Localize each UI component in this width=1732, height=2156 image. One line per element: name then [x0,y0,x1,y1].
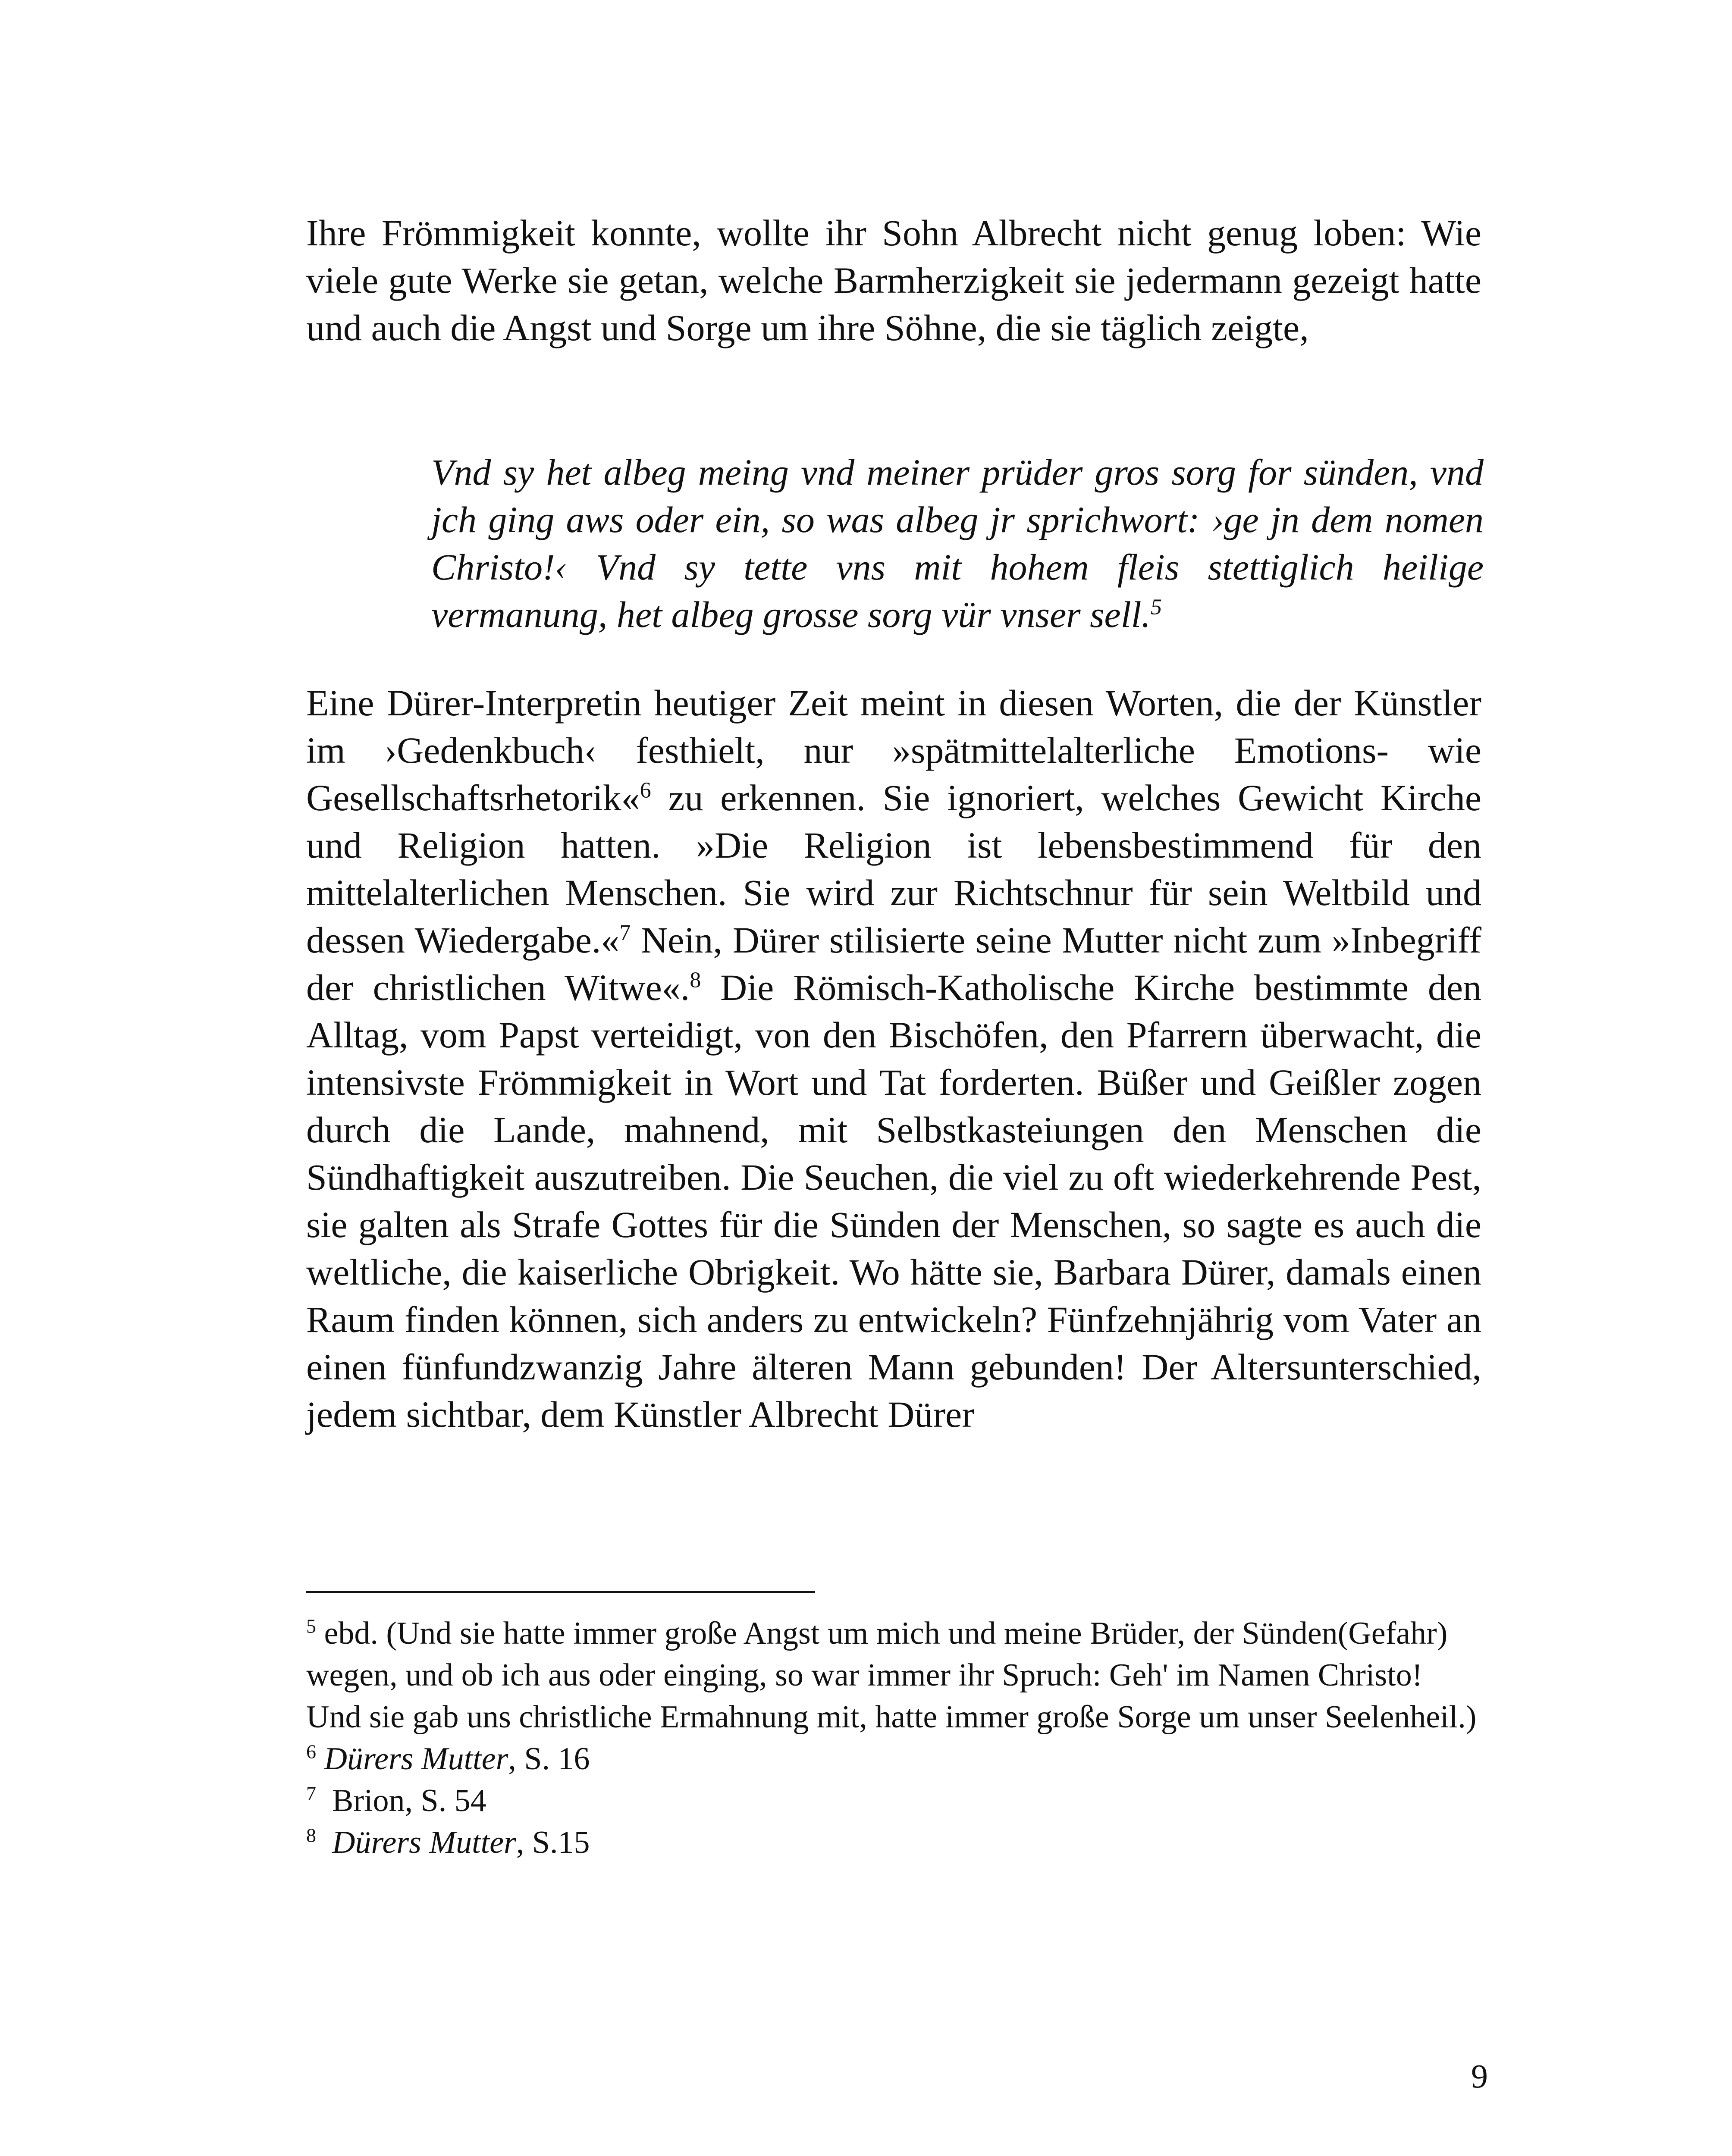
body-paragraph-1 [306,209,1481,351]
footnote-ref-6: 6 [640,778,651,803]
footnote-7 [306,1780,1481,1822]
page-number: 9 [1471,2057,1488,2095]
footnote-title: Dürers Mutter [324,1741,508,1777]
footnote-text: Brion, S. 54 [332,1783,486,1818]
footnote-number: 7 [306,1782,316,1805]
footnote-separator [306,1591,815,1593]
footnote-title: Dürers Mutter [332,1825,516,1860]
footnote-number: 8 [306,1824,316,1846]
footnote-number: 6 [306,1740,316,1763]
paragraph-2-part-d: Die Römisch-Katholische Kirche bestimmte den Alltag, vom Papst verteidigt, von den Bischöfen, den Pfarrern überwacht, die intensivste Frömmigkeit in Wort und Tat forderten. Büßer und Geißler zogen durch die Lande, mahnend, mit Selbstkasteiungen den Menschen die Sündhaftigkeit auszutreiben. Die Seuchen, die viel zu oft wiederkehrende Pest, sie galten als Strafe Gottes für die Sünden der Menschen, so sagte es auch die weltliche, die kaiserliche Obrigkeit. Wo hätte sie, Barbara Dürer, damals einen Raum finden können, sich anders zu entwickeln? Fünfzehnjährig vom Vater an einen fünfundzwanzig Jahre älteren Mann gebunden! Der Altersunterschied, jedem sichtbar, dem Künstler Albrecht Dürer [306,967,1482,1435]
paragraph-2-part-c: Nein, Dürer stilisierte seine Mutter nicht zum »Inbegriff der christlichen Witwe«. [306,919,1482,1008]
paragraph-1-text: Ihre Frömmigkeit konnte, wollte ihr Sohn Albrecht nicht genug loben: Wie viele gute Werke sie getan, welche Barmherzigkeit sie jedermann gezeigt hatte und auch die Angst und Sorge um ihre Söhne, die sie täglich zeigte, [306,212,1481,348]
body-paragraph-2 [306,679,1481,1438]
footnote-ref-8: 8 [690,968,701,993]
footnote-ref-5: 5 [1151,595,1162,620]
paragraph-2-part-a: Eine Dürer-Interpretin heutiger Zeit meint in diesen Worten, die der Künstler im ›Gedenkbuch‹ festhielt, nur »spätmittelalterliche Emotions- wie Gesellschaftsrhetorik« [306,682,1481,818]
footnotes [306,1613,1481,1864]
footnote-text: ebd. (Und sie hatte immer große Angst um mich und meine Brüder, der Sünden(Gefahr) wegen, und ob ich aus oder einging, so war immer ihr Spruch: Geh' im Namen Christo! Und sie gab uns christliche Ermahnung mit, hatte immer große Sorge um unser Seelenheil.) [306,1616,1477,1735]
footnote-5 [306,1613,1481,1738]
quote-text: Vnd sy het albeg meing vnd meiner prüder gros sorg for sünden, vnd jch ging aws oder ein, so was albeg jr sprichwort: ›ge jn dem nomen Christo!‹ Vnd sy tette vns mit hohem fleis stettiglich heilige vermanung, het albeg grosse sorg vür vnser sell. [431,451,1484,635]
footnote-6 [306,1738,1481,1780]
paragraph-2-part-b: zu erkennen. Sie ignoriert, welches Gewicht Kirche und Religion hatten. »Die Religion ist lebensbestimmend für den mittelalterlichen Menschen. Sie wird zur Richtschnur für sein Weltbild und dessen Wiedergabe.« [306,777,1481,961]
block-quote [431,448,1484,638]
footnote-page: , S. 16 [508,1741,590,1777]
footnote-page: , S.15 [516,1825,590,1860]
footnote-8 [306,1822,1481,1864]
footnote-number: 5 [306,1615,316,1637]
footnote-ref-7: 7 [619,920,631,945]
